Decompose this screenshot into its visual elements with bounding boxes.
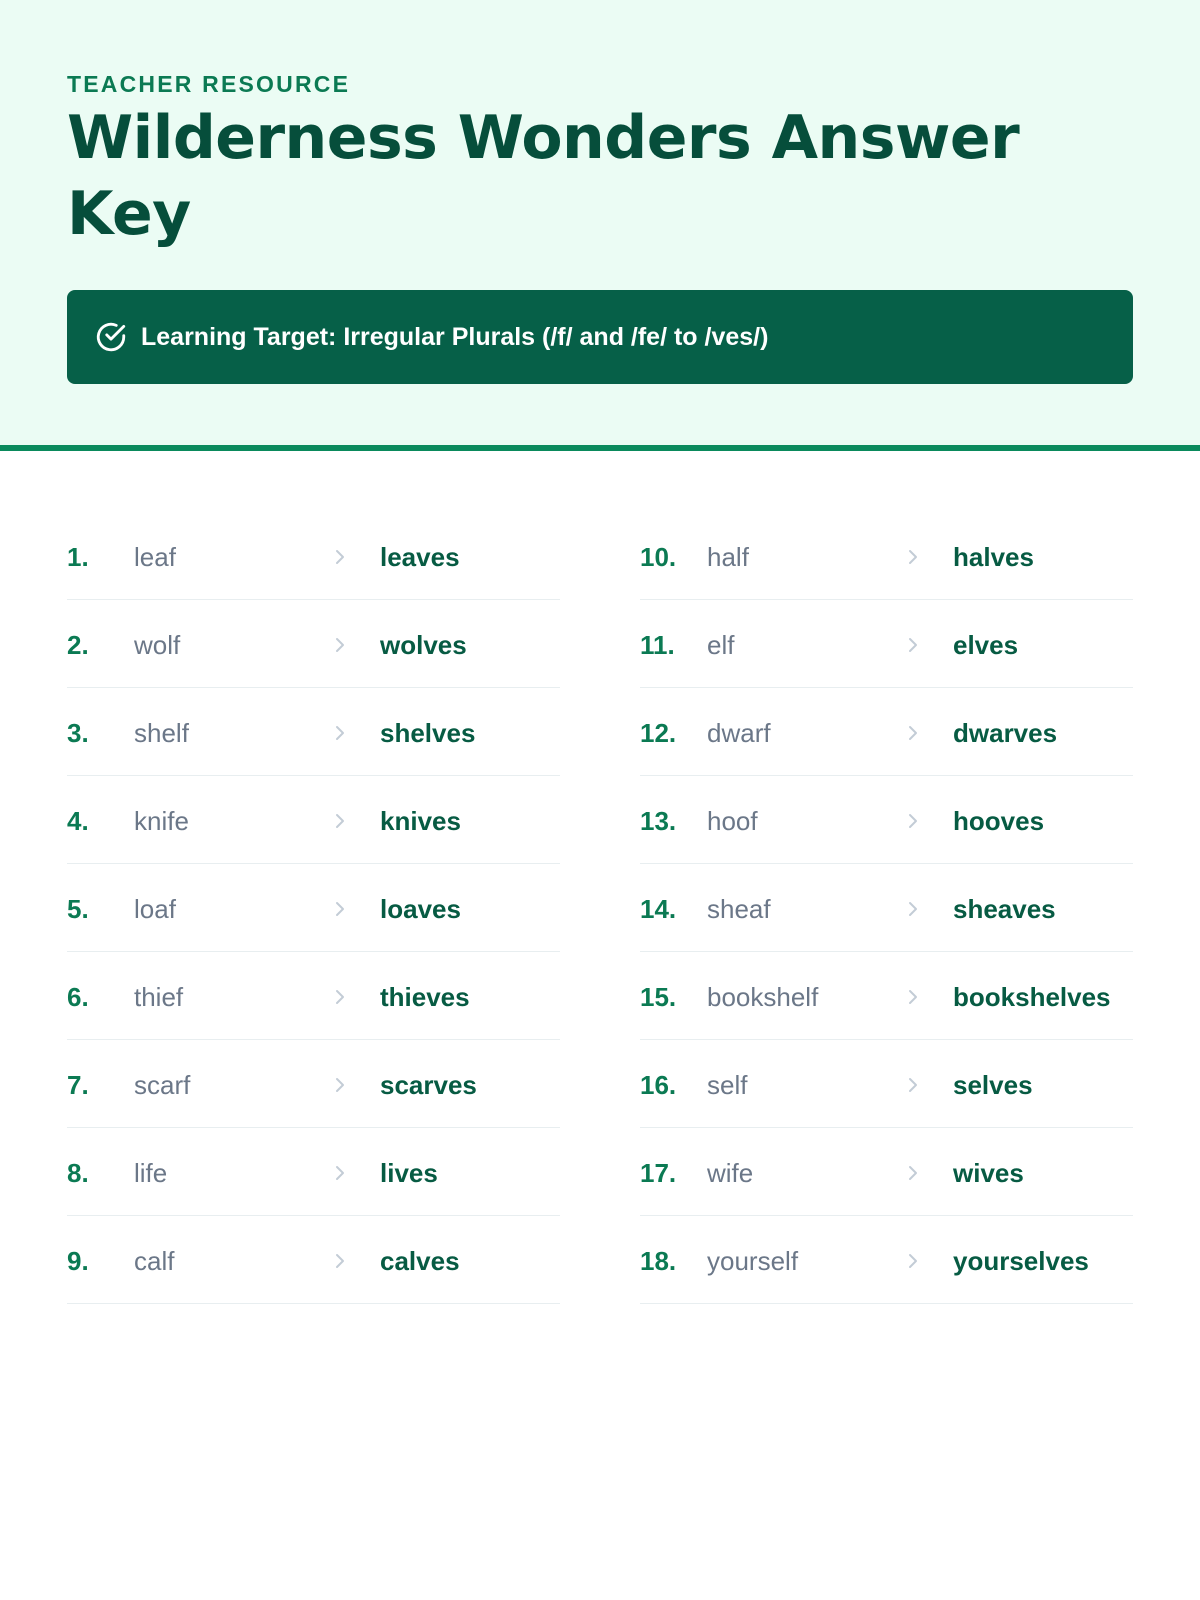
chevron-right-icon: [906, 812, 920, 830]
plural-answer: knives: [380, 806, 461, 836]
plural-answer: selves: [953, 1070, 1033, 1100]
plural-answer: sheaves: [953, 894, 1056, 924]
singular-word: dwarf: [707, 718, 771, 748]
learning-target-text: Learning Target: Irregular Plurals (/f/ and /fe/ to /ves/): [141, 322, 769, 351]
singular-word: scarf: [134, 1070, 191, 1100]
chevron-right-icon: [333, 988, 347, 1006]
answer-row: [640, 600, 1133, 688]
item-number: 17.: [640, 1158, 677, 1188]
answer-row: [640, 864, 1133, 952]
answer-row: [67, 864, 560, 952]
answer-row: [640, 776, 1133, 864]
answer-grid: [67, 512, 1133, 1304]
singular-word: half: [707, 542, 749, 572]
singular-word: self: [707, 1070, 748, 1100]
plural-answer: elves: [953, 630, 1019, 660]
chevron-right-icon: [906, 988, 920, 1006]
chevron-right-icon: [906, 548, 920, 566]
plural-answer: lives: [380, 1158, 438, 1188]
eyebrow-label: TEACHER RESOURCE: [67, 71, 351, 97]
learning-target-banner: [67, 290, 1133, 384]
item-number: 6.: [67, 982, 89, 1012]
header: [0, 0, 1200, 451]
chevron-right-icon: [906, 636, 920, 654]
plural-answer: wives: [953, 1158, 1024, 1188]
answer-column-right: [640, 512, 1133, 1304]
plural-answer: bookshelves: [953, 982, 1111, 1012]
item-number: 3.: [67, 718, 89, 748]
plural-answer: loaves: [380, 894, 461, 924]
item-number: 18.: [640, 1246, 677, 1276]
answer-row: [640, 512, 1133, 600]
plural-answer: wolves: [380, 630, 467, 660]
chevron-right-icon: [333, 1252, 347, 1270]
answer-row: [67, 688, 560, 776]
plural-answer: hooves: [953, 806, 1045, 836]
answer-row: [67, 776, 560, 864]
singular-word: life: [134, 1158, 168, 1188]
answer-row: [67, 1216, 560, 1304]
singular-word: leaf: [134, 542, 176, 572]
chevron-right-icon: [906, 1252, 920, 1270]
answer-row: [67, 952, 560, 1040]
plural-answer: shelves: [380, 718, 476, 748]
chevron-right-icon: [333, 1076, 347, 1094]
check-circle-icon: [94, 320, 128, 354]
singular-word: thief: [134, 982, 184, 1012]
item-number: 14.: [640, 894, 677, 924]
item-number: 15.: [640, 982, 677, 1012]
singular-word: wolf: [134, 630, 181, 660]
item-number: 5.: [67, 894, 89, 924]
singular-word: bookshelf: [707, 982, 819, 1012]
answer-row: [67, 512, 560, 600]
singular-word: wife: [707, 1158, 754, 1188]
singular-word: loaf: [134, 894, 176, 924]
singular-word: elf: [707, 630, 735, 660]
item-number: 12.: [640, 718, 677, 748]
page-title: Wilderness Wonders Answer Key: [67, 103, 1020, 249]
answer-row: [640, 952, 1133, 1040]
plural-answer: calves: [380, 1246, 460, 1276]
singular-word: sheaf: [707, 894, 771, 924]
chevron-right-icon: [333, 900, 347, 918]
answer-row: [640, 1128, 1133, 1216]
singular-word: knife: [134, 806, 189, 836]
answer-row: [640, 1040, 1133, 1128]
plural-answer: yourselves: [953, 1246, 1089, 1276]
item-number: 2.: [67, 630, 89, 660]
chevron-right-icon: [906, 1076, 920, 1094]
singular-word: calf: [134, 1246, 175, 1276]
item-number: 9.: [67, 1246, 89, 1276]
chevron-right-icon: [906, 724, 920, 742]
chevron-right-icon: [333, 548, 347, 566]
plural-answer: thieves: [380, 982, 470, 1012]
plural-answer: dwarves: [953, 718, 1058, 748]
answer-column-left: [67, 512, 560, 1304]
singular-word: hoof: [707, 806, 758, 836]
item-number: 4.: [67, 806, 89, 836]
item-number: 11.: [640, 630, 675, 660]
chevron-right-icon: [906, 900, 920, 918]
chevron-right-icon: [333, 812, 347, 830]
chevron-right-icon: [333, 636, 347, 654]
item-number: 10.: [640, 542, 677, 572]
answer-row: [67, 1128, 560, 1216]
plural-answer: leaves: [380, 542, 460, 572]
item-number: 7.: [67, 1070, 89, 1100]
plural-answer: scarves: [380, 1070, 477, 1100]
item-number: 8.: [67, 1158, 89, 1188]
singular-word: shelf: [134, 718, 189, 748]
item-number: 1.: [67, 542, 89, 572]
chevron-right-icon: [333, 1164, 347, 1182]
plural-answer: halves: [953, 542, 1034, 572]
item-number: 16.: [640, 1070, 677, 1100]
chevron-right-icon: [906, 1164, 920, 1182]
item-number: 13.: [640, 806, 677, 836]
answer-row: [67, 1040, 560, 1128]
answer-row: [67, 600, 560, 688]
singular-word: yourself: [707, 1246, 799, 1276]
chevron-right-icon: [333, 724, 347, 742]
answer-row: [640, 1216, 1133, 1304]
answer-row: [640, 688, 1133, 776]
